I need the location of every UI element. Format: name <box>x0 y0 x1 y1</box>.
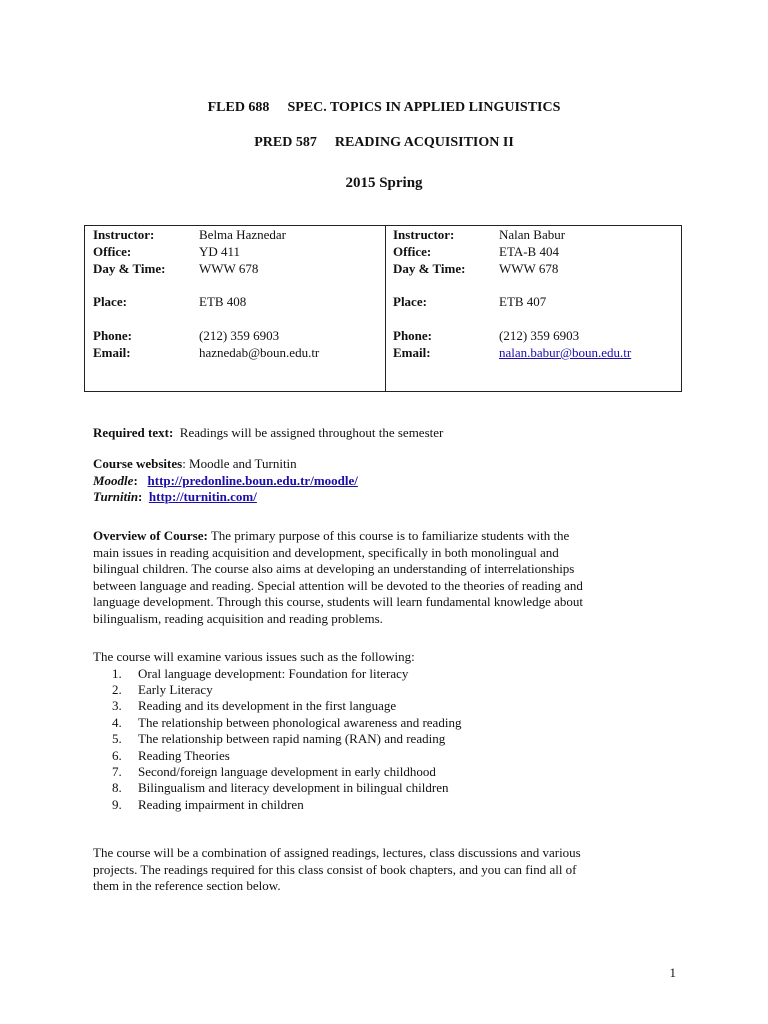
instructor-name: Nalan Babur <box>499 227 566 242</box>
course-code-1: FLED 688 <box>207 100 270 115</box>
place-label: Place: <box>393 294 427 309</box>
combination-line: projects. The readings required for this class consist of book chapters, and you can find all of <box>93 861 577 877</box>
overview-line <box>93 528 683 545</box>
list-number: 1. <box>112 666 122 681</box>
daytime-label: Day & Time: <box>393 261 466 276</box>
list-text: Reading and its development in the first language <box>138 698 397 713</box>
instructor-label: Instructor: <box>393 227 455 242</box>
place-label: Place: <box>93 294 127 309</box>
list-number: 5. <box>112 731 122 746</box>
required-text-value: Readings will be assigned throughout the semester <box>179 425 444 440</box>
overview-line: main issues in reading acquisition and development, specifically in both monolingual and <box>93 544 559 560</box>
daytime-label: Day & Time: <box>93 261 166 276</box>
list-item <box>112 666 408 682</box>
list-item <box>112 748 230 764</box>
office-value: YD 411 <box>199 244 241 259</box>
instructor-row <box>93 227 286 243</box>
turnitin-label: Turnitin <box>93 489 139 504</box>
websites-label: Course websites <box>93 456 183 471</box>
course-combination <box>93 845 683 895</box>
list-text: Oral language development: Foundation for literacy <box>138 666 409 681</box>
daytime-value: WWW 678 <box>499 261 559 276</box>
instructor-row <box>393 227 565 243</box>
phone-row <box>93 328 279 344</box>
email-link[interactable]: nalan.babur@boun.edu.tr <box>499 345 632 360</box>
overview-label: Overview of Course: <box>93 528 208 543</box>
instructor-column-2 <box>385 226 681 391</box>
overview-line: between language and reading. Special attention will be devoted to the theories of reading and <box>93 577 583 593</box>
list-text: Second/foreign language development in early childhood <box>138 764 436 779</box>
place-value: ETB 407 <box>499 294 547 309</box>
office-value: ETA-B 404 <box>499 244 559 259</box>
turnitin-link[interactable]: http://turnitin.com/ <box>148 489 257 504</box>
course-websites <box>93 456 683 506</box>
phone-label: Phone: <box>93 328 132 343</box>
phone-row <box>393 328 579 344</box>
turnitin-line: Turnitin: http://turnitin.com/ <box>93 489 257 504</box>
issues-intro: The course will examine various issues such as the following: <box>93 649 415 664</box>
daytime-row <box>393 261 558 277</box>
required-text-label: Required text: <box>93 425 174 440</box>
course-header-line-2 <box>0 135 768 151</box>
moodle-label: Moodle <box>93 472 134 488</box>
list-number: 6. <box>112 748 122 763</box>
websites-line <box>93 456 683 473</box>
course-term: 2015 Spring <box>345 175 423 191</box>
instructor-name: Belma Haznedar <box>199 227 286 242</box>
course-title-2: READING ACQUISITION II <box>334 135 514 150</box>
list-number: 7. <box>112 764 122 779</box>
office-label: Office: <box>393 244 432 259</box>
list-text: The relationship between rapid naming (RAN) and reading <box>138 731 446 746</box>
course-title-1: SPEC. TOPICS IN APPLIED LINGUISTICS <box>287 100 561 115</box>
websites-value: : Moodle and Turnitin <box>182 456 297 471</box>
email-label: Email: <box>393 345 431 360</box>
office-row <box>393 244 559 260</box>
course-code-2: PRED 587 <box>254 135 317 150</box>
office-label: Office: <box>93 244 132 259</box>
list-text: Reading impairment in children <box>138 797 304 812</box>
list-item <box>112 682 213 698</box>
email-value: haznedab@boun.edu.tr <box>199 345 320 360</box>
instructor-column-1 <box>85 226 386 391</box>
list-number: 8. <box>112 780 122 795</box>
daytime-row <box>93 261 258 277</box>
instructor-table <box>84 225 682 392</box>
required-text <box>93 425 683 442</box>
office-row <box>93 244 240 260</box>
list-text: Early Literacy <box>138 682 213 697</box>
overview-line: bilingual children. The course also aims at developing an understanding of interrelationships <box>93 561 575 576</box>
list-number: 3. <box>112 698 122 713</box>
list-item <box>112 715 461 731</box>
overview-text: The primary purpose of this course is to familiarize students with the <box>210 528 570 543</box>
phone-value: (212) 359 6903 <box>199 328 280 343</box>
list-item <box>112 797 304 813</box>
combination-line: The course will be a combination of assigned readings, lectures, class discussions and various <box>93 845 581 860</box>
list-item <box>112 731 445 747</box>
daytime-value: WWW 678 <box>199 261 259 276</box>
list-text: Reading Theories <box>138 748 230 763</box>
email-row <box>393 345 631 361</box>
list-item <box>112 698 396 714</box>
list-number: 2. <box>112 682 122 697</box>
moodle-link[interactable]: http://predonline.boun.edu.tr/moodle/ <box>147 472 358 488</box>
list-number: 4. <box>112 715 122 730</box>
overview-line: bilingualism, reading acquisition and reading problems. <box>93 610 383 626</box>
place-value: ETB 408 <box>199 294 247 309</box>
phone-value: (212) 359 6903 <box>499 328 580 343</box>
combination-line: them in the reference section below. <box>93 878 281 893</box>
list-text: Bilingualism and literacy development in bilingual children <box>138 780 449 795</box>
place-row <box>393 294 546 310</box>
phone-label: Phone: <box>393 328 432 343</box>
course-overview <box>93 528 683 627</box>
list-item <box>112 780 448 796</box>
email-row <box>93 345 319 361</box>
list-item <box>112 764 436 780</box>
page-number: 1 <box>669 965 676 980</box>
list-text: The relationship between phonological awareness and reading <box>138 715 462 730</box>
moodle-line: Moodle: http://predonline.boun.edu.tr/moodle/ <box>93 472 358 488</box>
overview-line: language development. Through this course, students will learn fundamental knowledge about <box>93 594 584 609</box>
instructor-label: Instructor: <box>93 227 155 242</box>
list-number: 9. <box>112 797 122 812</box>
place-row <box>93 294 246 310</box>
email-label: Email: <box>93 345 131 360</box>
course-header-line-1 <box>0 100 768 116</box>
